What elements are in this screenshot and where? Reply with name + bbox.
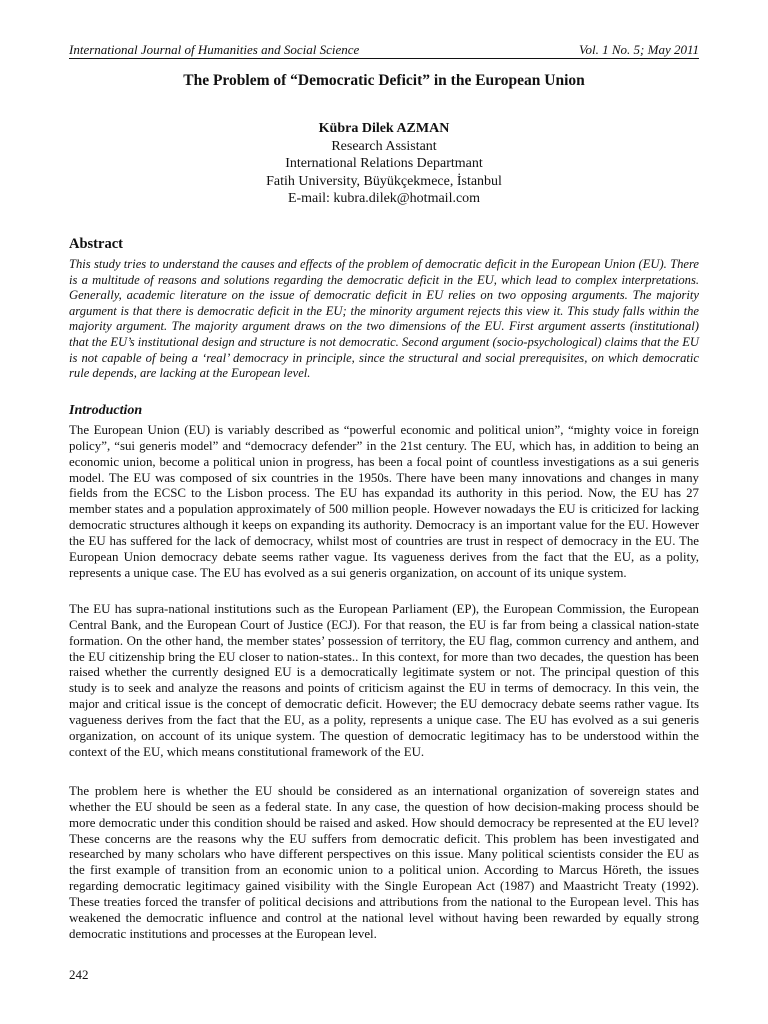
body-paragraph: The problem here is whether the EU should be considered as an international organization of sovereign states and whether the EU should be seen as a federal state. In any case, the question of how decision-making process should be more democratic under this condition should be raised and asked. How should democracy be represented at the EU level? These concerns are the reasons why the EU suffers from democratic deficit. This problem has been investigated and researched by many scholars who have different perspectives on this issue. Many political scientists consider the EU as the first example of transition from an economic union to a political union. According to Marcus Höreth, the issues regarding democratic legitimacy gained visibility with the Single European Act (1987) and Maastricht Treaty (1992). These treaties forced the transfer of political decisions and attributions from the national to the European level. This has weakened the democratic influence and control at the national level without having been rewarded by equally strong democratic institutions and processes at the European level.: [69, 784, 699, 941]
author-department: International Relations Departmant: [285, 156, 483, 171]
page-number: 242: [69, 967, 89, 982]
author-block: [69, 120, 699, 208]
introduction-heading: Introduction: [69, 403, 143, 418]
author-email: E-mail: kubra.dilek@hotmail.com: [287, 191, 481, 206]
abstract-heading: Abstract: [69, 236, 123, 252]
paper-title: The Problem of “Democratic Deficit” in the European Union: [183, 72, 585, 89]
volume-info: Vol. 1 No. 5; May 2011: [579, 42, 699, 57]
author-name: Kübra Dilek AZMAN: [318, 121, 450, 136]
author-position: Research Assistant: [331, 138, 437, 154]
running-header: [69, 42, 699, 59]
body-paragraph: The EU has supra-national institutions such as the European Parliament (EP), the European Commission, the European Central Bank, and the European Court of Justice (ECJ). For that reason, the EU is far from being a classical nation-state formation. On the other hand, the member states’ possession of territory, the EU flag, common currency and anthem, and the EU citizenship bring the EU closer to nation-states.. In this context, for more than two decades, the question has been raised whether the currently designed EU is a democratically legitimate system or not. The principal question of this study is to seek and analyze the reasons and points of criticism against the EU in terms of democracy. In this vein, the major and critical issue is the concept of democratic deficit. However; the EU democracy debate seems rather vague. Its vagueness derives from the fact that the EU, as a polity, represents a unique case. The EU has evolved as a sui generis organization, on account of its unique system. The question of democratic legitimacy has to be understood within the context of the EU, which means constitutional framework of the EU.: [69, 602, 699, 759]
journal-name: International Journal of Humanities and Social Science: [69, 42, 360, 57]
body-paragraph: The European Union (EU) is variably described as “powerful economic and political union”, “mighty voice in foreign policy”, “sui generis model” and “democracy defender” in the 21st century. The EU, which has, in addition to being an economic union, become a political union in progress, has been a focal point of countless investigations as a sui generis model. The EU was composed of six countries in the 1950s. There have been many innovations and changes in many fields from the ECSC to the Lisbon process. The EU has expandad its authority in this period. Now, the EU has 27 member states and a population approximately of 500 million people. However nowadays the EU is criticized for lacking democratic structures although it keeps on expanding its authority. Democracy is an important value for the EU. However the EU has suffered for the lack of democracy, whilst most of countries are trust in respect of democracy in the EU. The European Union democracy debate seems rather vague. Its vagueness derives from the fact that the EU, as a polity, represents a unique case. The EU has evolved as a sui generis organization, on account of its unique system.: [69, 423, 699, 580]
author-affiliation: Fatih University, Büyükçekmece, İstanbul: [266, 173, 502, 189]
abstract-text: This study tries to understand the causes and effects of the problem of democratic deficit in the European Union (EU). There is a multitude of reasons and solutions regarding the democratic deficit in the EU, which lead to complex interpretations. Generally, academic literature on the issue of democratic deficit in EU relies on two opposing arguments. The majority argument is that there is democratic deficit in the EU; the minority argument rejects this view it. This study falls within the majority argument. The majority argument draws on the two dimensions of the EU. First argument asserts (institutional) that the EU’s institutional design and structure is not democratic. Second argument (socio-psychological) claims that the EU is not capable of being a ‘real’ democracy in principle, since the structural and social prerequisites, on which democratic rule depends, are lacking at the European level.: [69, 257, 699, 381]
